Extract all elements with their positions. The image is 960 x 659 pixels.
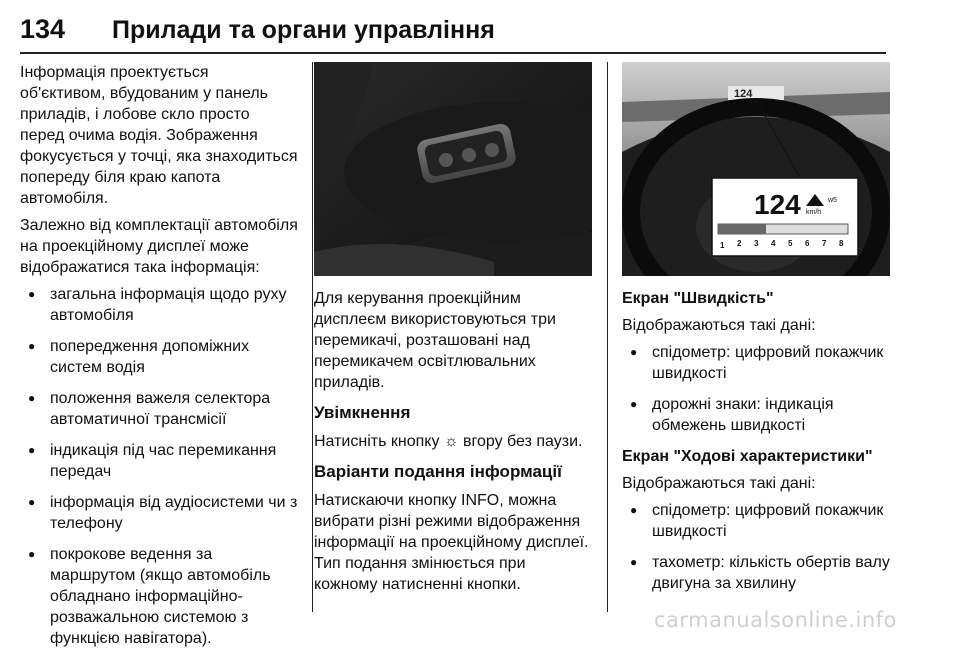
column-1 [20, 62, 298, 659]
performance-list [622, 500, 890, 594]
list-item: ● інформація від аудіосистеми чи з телефону [20, 492, 298, 534]
svg-text:3: 3 [754, 239, 759, 248]
list-item: ● спідометр: цифровий покажчик швидкості [622, 342, 890, 384]
svg-text:7: 7 [822, 239, 827, 248]
info-list [20, 284, 298, 649]
speed-intro: Відображаються такі дані: [622, 317, 816, 334]
list-item: ● положення важеля селектора автоматичної трансмісії [20, 388, 298, 430]
switch-button-icon [439, 153, 453, 167]
tachometer-fill [718, 224, 766, 234]
column-divider [607, 62, 608, 612]
list-item: ● покрокове ведення за маршрутом (якщо автомобіль обладнано інформаційно-розважальною системою з функцією навігатора). [20, 544, 298, 649]
subheading-speed: Екран "Швидкість" [622, 290, 774, 307]
control-paragraph: Для керування проекційним дисплеєм використовуються три перемикачі, розташовані над перемикачем освітлювальних приладів. [314, 290, 556, 391]
list-item: ● індикація під час перемикання передач [20, 440, 298, 482]
switch-button-icon [485, 143, 499, 157]
page-number: 134 [20, 14, 66, 44]
svg-text:6: 6 [805, 239, 810, 248]
section-heading-modes: Варіанти подання інформації [314, 462, 562, 481]
performance-intro: Відображаються такі дані: [622, 475, 816, 492]
svg-text:8: 8 [839, 239, 844, 248]
on-paragraph: Натисніть кнопку ☼ вгору без паузи. [314, 433, 583, 450]
list-item: ● тахометр: кількість обертів валу двигуна за хвилину [622, 552, 890, 594]
info-paragraph: Залежно від комплектації автомобіля на проекційному дисплеї може відображатися така інформація: [20, 217, 298, 276]
list-item: ● спідометр: цифровий покажчик швидкості [622, 500, 890, 542]
hud-speed-large: 124 [754, 189, 801, 220]
column-divider [312, 62, 313, 612]
page-header [20, 12, 886, 54]
column-3 [622, 62, 890, 604]
modes-paragraph: Натискаючи кнопку INFO, можна вибрати різні режими відображення інформації на проекційному дисплеї. Тип подання змінюється при кожному натисненні кнопки. [314, 492, 589, 593]
watermark: carmanualsonline.info [654, 608, 897, 632]
list-item: ● попередження допоміжних систем водія [20, 336, 298, 378]
hud-photo [622, 62, 890, 276]
hud-speed-small: 124 [734, 88, 753, 100]
list-item: ● дорожні знаки: індикація обмежень швидкості [622, 394, 890, 436]
svg-text:5: 5 [788, 239, 793, 248]
hud-gear: w5 [828, 197, 837, 204]
section-heading-on: Увімкнення [314, 403, 411, 422]
subheading-performance: Екран "Ходові характеристики" [622, 448, 873, 465]
switch-photo [314, 62, 592, 276]
hud-unit: km/h [806, 209, 822, 216]
svg-text:1: 1 [720, 241, 725, 250]
intro-paragraph: Інформація проектується об'єктивом, вбудованим у панель приладів, і лобове скло просто перед очима водія. Зображення фокусується у точці, яка знаходиться попереду біля краю капота автомобіля. [20, 64, 298, 207]
svg-text:4: 4 [771, 239, 776, 248]
page-title: Прилади та органи управління [112, 16, 495, 44]
switch-button-icon [462, 148, 476, 162]
column-2 [314, 62, 592, 601]
speed-list [622, 342, 890, 436]
list-item: ● загальна інформація щодо руху автомобіля [20, 284, 298, 326]
svg-text:2: 2 [737, 239, 742, 248]
